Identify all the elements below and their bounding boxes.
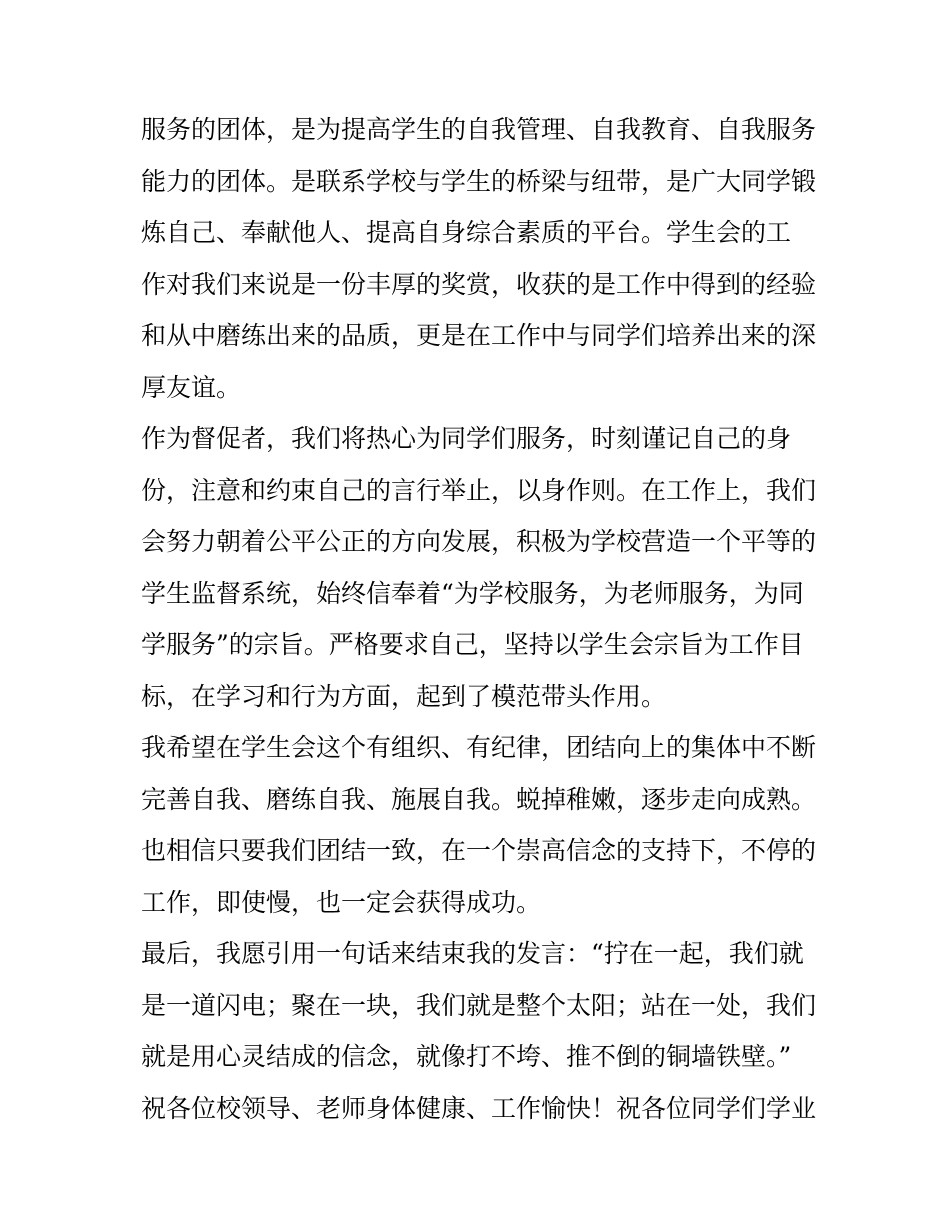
text-line: 祝各位校领导、老师身体健康、工作愉快！祝各位同学们学业 xyxy=(141,1093,817,1123)
text-line: 作为督促者，我们将热心为同学们服务，时刻谨记自己的身 xyxy=(141,424,792,453)
text-line: 完善自我、磨练自我、施展自我。蜕掉稚嫩，逐步走向成熟。 xyxy=(141,784,817,814)
text-line: 就是用心灵结成的信念，就像打不垮、推不倒的铜墙铁壁。” xyxy=(141,1042,792,1071)
text-line: 作对我们来说是一份丰厚的奖赏，收获的是工作中得到的经验 xyxy=(141,269,817,299)
text-line: 会努力朝着公平公正的方向发展，积极为学校营造一个平等的 xyxy=(141,527,817,556)
text-line: 我希望在学生会这个有组织、有纪律，团结向上的集体中不断 xyxy=(141,733,817,762)
text-line: 也相信只要我们团结一致，在一个崇高信念的支持下，不停的 xyxy=(141,836,817,865)
text-line: 能力的团体。是联系学校与学生的桥梁与纽带，是广大同学锻 xyxy=(141,166,817,196)
text-line: 炼自己、奉献他人、提高自身综合素质的平台。学生会的工 xyxy=(141,218,792,247)
text-line: 和从中磨练出来的品质，更是在工作中与同学们培养出来的深 xyxy=(141,321,817,350)
text-line: 最后，我愿引用一句话来结束我的发言：“拧在一起，我们就 xyxy=(141,939,804,968)
text-line: 服务的团体，是为提高学生的自我管理、自我教育、自我服务 xyxy=(141,115,817,144)
text-line: 份，注意和约束自己的言行举止，以身作则。在工作上，我们 xyxy=(141,475,817,505)
text-line: 标，在学习和行为方面，起到了模范带头作用。 xyxy=(141,681,667,711)
text-line: 工作，即使慢，也一定会获得成功。 xyxy=(141,887,542,917)
text-line: 学服务”的宗旨。严格要求自己，坚持以学生会宗旨为工作目 xyxy=(141,630,804,659)
text-line: 是一道闪电；聚在一块，我们就是整个太阳；站在一处，我们 xyxy=(141,990,817,1020)
text-line: 学生监督系统，始终信奉着“为学校服务，为老师服务，为同 xyxy=(141,578,804,608)
body-text xyxy=(141,104,821,1134)
text-line: 厚友谊。 xyxy=(141,372,242,402)
